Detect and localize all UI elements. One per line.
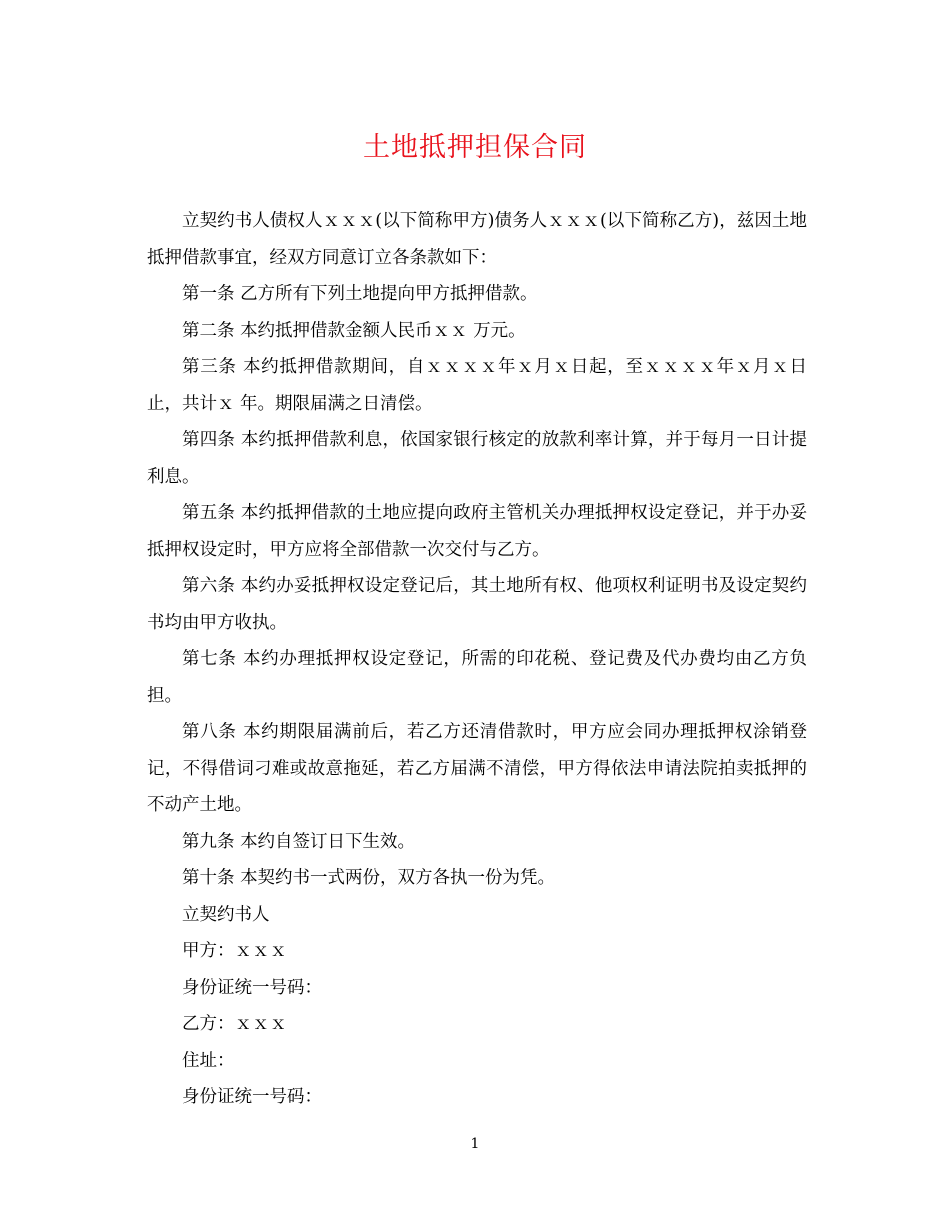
intro-paragraph: 立契约书人债权人ｘｘｘ(以下简称甲方)债务人ｘｘｘ(以下简称乙方)，兹因土地抵押借款事宜，经双方同意订立各条款如下：: [147, 211, 807, 268]
clause-1: 第一条 乙方所有下列土地提向甲方抵押借款。: [182, 284, 538, 304]
clause-8: 第八条 本约期限届满前后，若乙方还清借款时，甲方应会同办理抵押权涂销登记，不得借词刁难或故意拖延，若乙方届满不清偿，甲方得依法申请法院拍卖抵押的不动产土地。: [147, 722, 807, 815]
party-b-line: 乙方：ｘｘｘ: [182, 1014, 287, 1034]
clause-3: 第三条 本约抵押借款期间，自ｘｘｘｘ年ｘ月ｘ日起，至ｘｘｘｘ年ｘ月ｘ日止，共计ｘ 年。期限届满之日清偿。: [147, 357, 807, 414]
clause-5: 第五条 本约抵押借款的土地应提向政府主管机关办理抵押权设定登记，并于办妥抵押权设定时，甲方应将全部借款一次交付与乙方。: [147, 503, 807, 560]
clause-6: 第六条 本约办妥抵押权设定登记后，其土地所有权、他项权利证明书及设定契约书均由甲方收执。: [147, 576, 807, 633]
party-a-id-line: 身份证统一号码：: [182, 977, 322, 998]
clause-4: 第四条 本约抵押借款利息，依国家银行核定的放款利率计算，并于每月一日计提利息。: [147, 430, 807, 487]
clause-10: 第十条 本契约书一式两份，双方各执一份为凭。: [182, 868, 556, 888]
page-number: 1: [470, 1136, 480, 1152]
clause-2: 第二条 本约抵押借款金额人民币ｘｘ 万元。: [182, 320, 526, 341]
clause-9: 第九条 本约自签订日下生效。: [182, 831, 416, 852]
party-b-address-line: 住址：: [182, 1050, 235, 1071]
document-title: 土地抵押担保合同: [363, 132, 587, 163]
clause-7: 第七条 本约办理抵押权设定登记，所需的印花税、登记费及代办费均由乙方负担。: [147, 649, 807, 706]
party-b-id-line: 身份证统一号码：: [182, 1087, 322, 1107]
signatories-heading: 立契约书人: [182, 904, 270, 925]
party-a-line: 甲方：ｘｘｘ: [182, 941, 287, 961]
document-body: [147, 203, 807, 1116]
